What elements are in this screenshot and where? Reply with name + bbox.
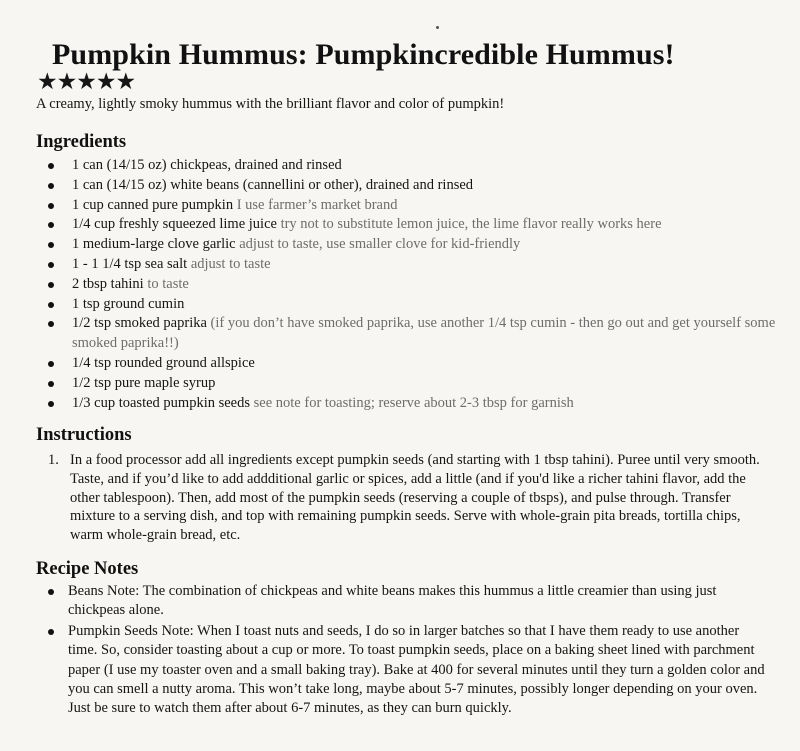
ingredient-note: (if you don’t have smoked paprika, use another 1/4 tsp cumin - then go out and get yourself some smoked paprika!!) xyxy=(72,315,776,352)
ingredient-item xyxy=(40,275,780,295)
ingredient-item xyxy=(40,235,780,255)
recipe-notes-heading: Recipe Notes xyxy=(36,559,139,579)
instructions-list xyxy=(48,451,768,545)
ingredient-text: 1 cup canned pure pumpkin xyxy=(72,196,234,213)
instruction-step xyxy=(48,451,768,545)
star-icon: ★ xyxy=(56,69,77,94)
ingredient-item xyxy=(40,196,780,216)
ingredient-text: 1 can (14/15 oz) chickpeas, drained and rinsed xyxy=(72,157,342,173)
ingredient-text: 2 tbsp tahini xyxy=(72,275,144,292)
ingredients-list xyxy=(40,156,780,413)
ingredient-note: adjust to taste, use smaller clove for kid-friendly xyxy=(239,236,521,253)
ingredient-text: 1 medium-large clove garlic xyxy=(72,236,236,253)
ingredient-item xyxy=(40,255,780,275)
star-icon: ★ xyxy=(37,69,57,94)
ingredient-note: try not to substitute lemon juice, the lime flavor really works here xyxy=(280,216,662,233)
ingredient-text: 1/4 tsp rounded ground allspice xyxy=(72,354,255,371)
ingredient-item xyxy=(40,314,780,354)
ingredient-text: 1 tsp ground cumin xyxy=(72,295,185,312)
instructions-heading: Instructions xyxy=(36,425,132,445)
star-icon: ★ xyxy=(95,69,116,94)
ingredient-note: I use farmer’s market brand xyxy=(236,196,398,213)
ingredient-item xyxy=(40,156,780,176)
ingredient-item xyxy=(40,374,780,394)
ingredient-note: see note for toasting; reserve about 2-3 tbsp for garnish xyxy=(253,394,574,411)
note-item: Pumpkin Seeds Note: When I toast nuts and seeds, I do so in larger batches so that I have them ready to use another time. So, consider toasting about a cup or more. To toast pumpkin seeds, place on a baking sheet lined with parchment paper (I use my toaster oven and a small baking tray). Bake at 400 for several minutes until they turn a golden color and you can smell a nutty aroma. This won’t take long, maybe about 5-7 minutes, possibly longer depending on your oven. Just be sure to watch them after about 6-7 minutes, as they can burn quickly. xyxy=(40,622,768,719)
ingredient-text: 1 - 1 1/4 tsp sea salt xyxy=(72,255,188,272)
ingredient-text: 1/3 cup toasted pumpkin seeds xyxy=(72,394,251,411)
ingredients-heading: Ingredients xyxy=(36,132,127,152)
recipe-title: Pumpkin Hummus: Pumpkincredible Hummus! xyxy=(52,38,675,71)
star-icon: ★ xyxy=(115,69,136,94)
ingredient-note: adjust to taste xyxy=(190,255,271,272)
speck xyxy=(436,26,439,29)
rating-stars xyxy=(37,70,135,93)
recipe-notes-list xyxy=(40,582,768,720)
note-item: Beans Note: The combination of chickpeas and white beans makes this hummus a little creamier than using just chickpeas alone. xyxy=(40,582,768,621)
ingredient-item xyxy=(40,354,780,374)
star-icon: ★ xyxy=(76,69,96,94)
ingredient-note: to taste xyxy=(147,275,189,292)
step-number: 1. xyxy=(48,452,59,468)
ingredient-text: 1/2 tsp smoked paprika xyxy=(72,315,207,332)
ingredient-item xyxy=(40,394,780,414)
ingredient-item xyxy=(40,215,780,235)
ingredient-item xyxy=(40,295,780,315)
ingredient-text: 1 can (14/15 oz) white beans (cannellini or other), drained and rinsed xyxy=(72,176,474,193)
ingredient-item xyxy=(40,176,780,196)
ingredient-text: 1/4 cup freshly squeezed lime juice xyxy=(72,216,277,233)
ingredient-text: 1/2 tsp pure maple syrup xyxy=(72,374,216,391)
recipe-subtitle: A creamy, lightly smoky hummus with the brilliant flavor and color of pumpkin! xyxy=(36,96,505,112)
step-text: In a food processor add all ingredients except pumpkin seeds (and starting with 1 tbsp tahini). Puree until very smooth. Taste, and if you’d like to add addditional garlic or spices, add a little (and if you'd like a richer tahini flavor, add the other tablespoon). Then, add most of the pumpkin seeds (reserving a couple of tbsps), and pulse through. Transfer mixture to a serving dish, and top with remaining pumpkin seeds. Serve with whole-grain pita breads, tortilla chips, warm whole-grain bread, etc. xyxy=(70,452,760,544)
